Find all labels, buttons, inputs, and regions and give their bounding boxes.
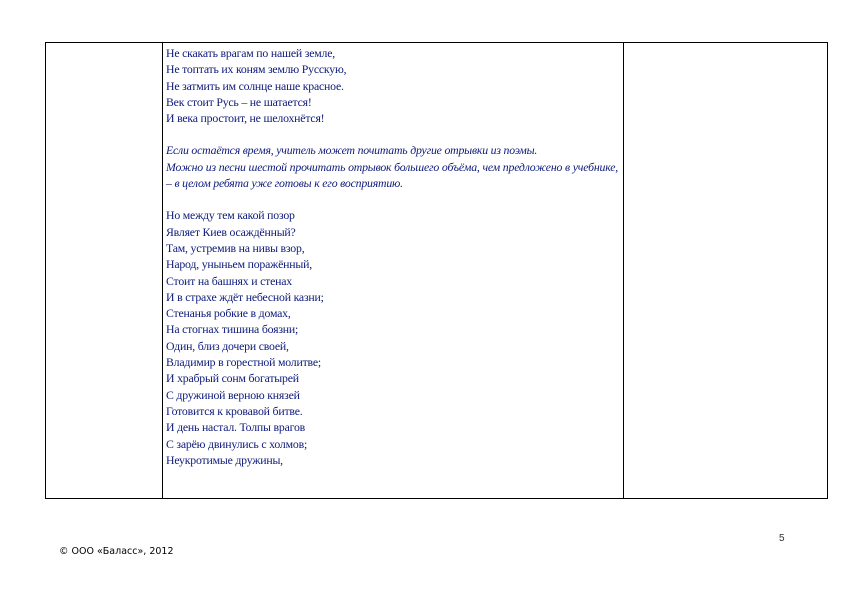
- poem-line: Владимир в горестной молитве;: [166, 355, 321, 370]
- column-divider-left: [162, 43, 163, 498]
- poem-line: И день настал. Толпы врагов: [166, 420, 306, 435]
- column-divider-right: [623, 43, 624, 498]
- poem-line: Неукротимые дружины,: [166, 452, 283, 467]
- spacer: [166, 191, 618, 207]
- lesson-table: [45, 42, 828, 499]
- copyright-footer: © ООО «Баласс», 2012: [59, 546, 174, 557]
- page-number: 5: [779, 533, 785, 544]
- poem-line: Стенанья робкие в домах,: [166, 306, 291, 321]
- poem-line: И в страхе ждёт небесной казни;: [166, 289, 324, 304]
- poem-line: На стогнах тишина боязни;: [166, 322, 299, 337]
- spacer: [166, 126, 618, 142]
- poem-line: Стоит на башнях и стенах: [166, 273, 292, 288]
- teacher-note: Если остаётся время, учитель может почитать другие отрывки из поэмы.: [166, 143, 538, 158]
- poem-line: Но между тем какой позор: [166, 208, 295, 223]
- poem-line: Не топтать их коням землю Русскую,: [166, 62, 347, 77]
- teacher-note: Можно из песни шестой прочитать отрывок большего объёма, чем предложено в учебнике, – в целом ребята уже готовы к его восприятию.: [166, 159, 618, 191]
- poem-line: С дружиной верною князей: [166, 387, 300, 402]
- poem-line: Готовится к кровавой битве.: [166, 403, 303, 418]
- content-cell: [166, 45, 618, 468]
- poem-line: Являет Киев осаждённый?: [166, 224, 296, 239]
- poem-line: Век стоит Русь – не шатается!: [166, 94, 312, 109]
- poem-line: С зарёю двинулись с холмов;: [166, 436, 308, 451]
- poem-line: Не затмить им солнце наше красное.: [166, 78, 344, 93]
- poem-line: Там, устремив на нивы взор,: [166, 240, 305, 255]
- poem-line: И века простоит, не шелохнётся!: [166, 111, 325, 126]
- poem-line: Не скакать врагам по нашей земле,: [166, 46, 336, 60]
- poem-line: И храбрый сонм богатырей: [166, 371, 299, 386]
- poem-line: Народ, уныньем поражённый,: [166, 257, 312, 272]
- poem-line: Один, близ дочери своей,: [166, 338, 289, 353]
